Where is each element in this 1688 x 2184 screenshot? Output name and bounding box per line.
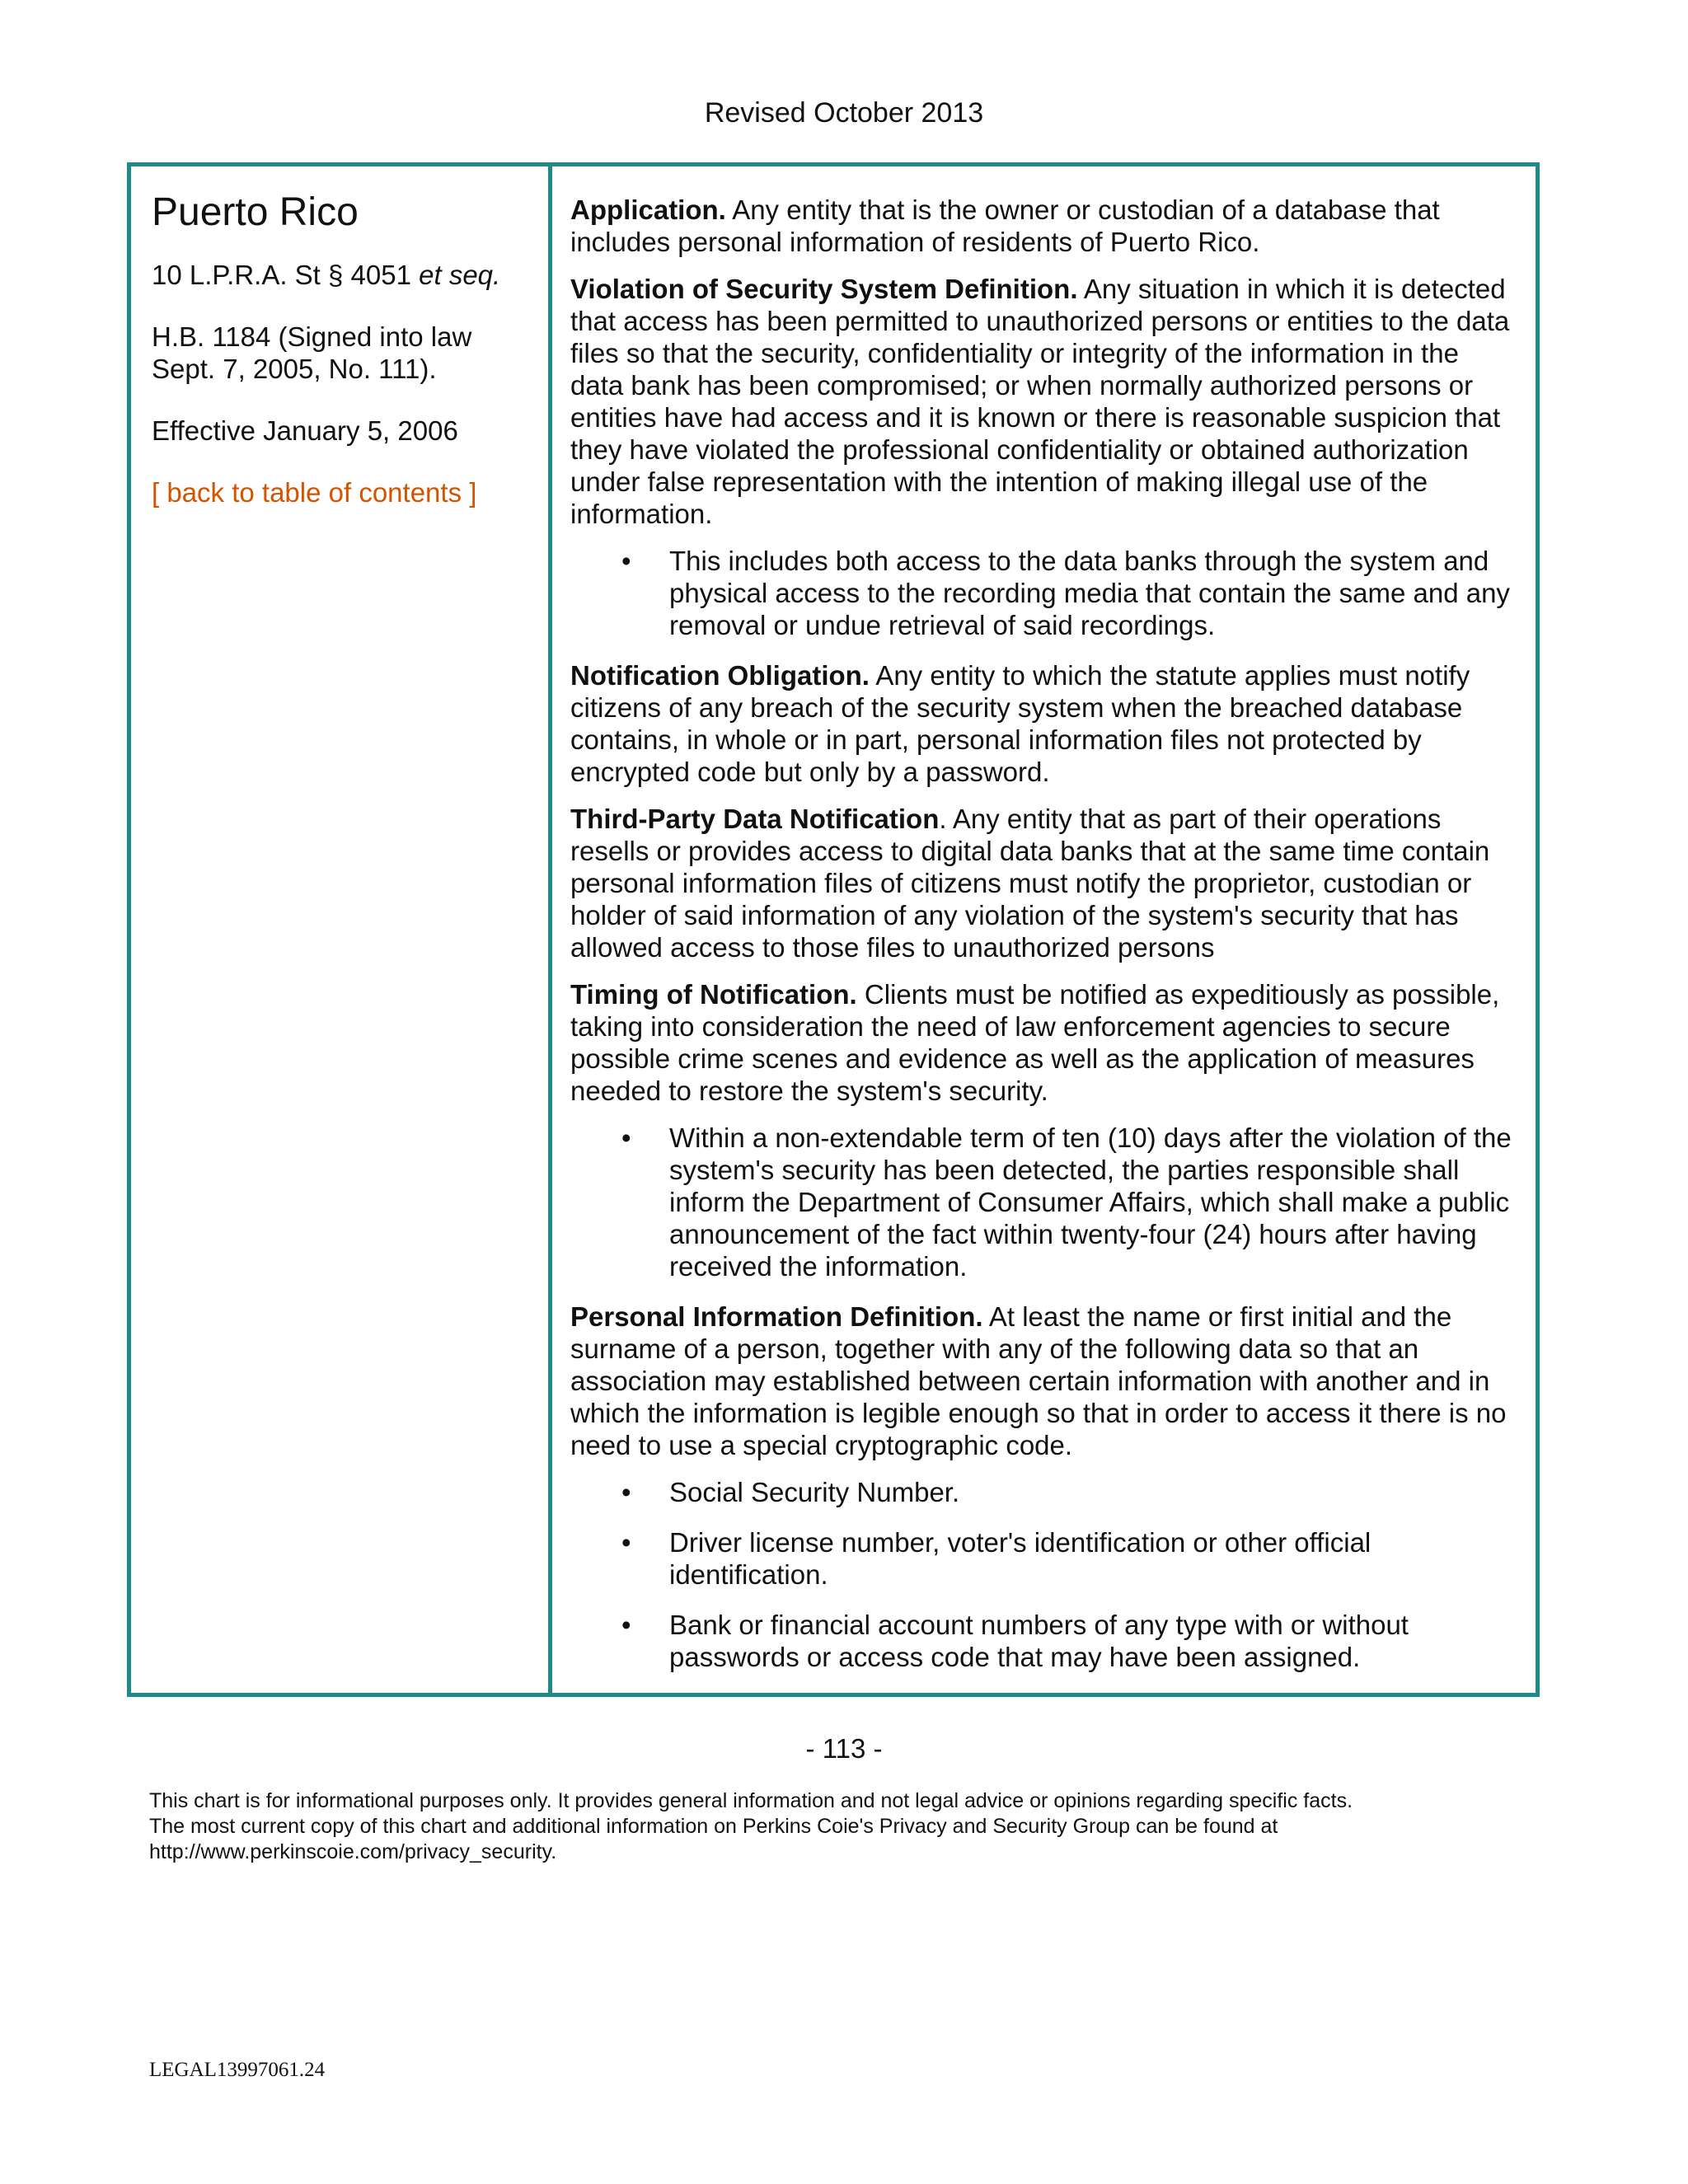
- bullet-icon: •: [621, 1527, 631, 1558]
- violation-definition-section: Violation of Security System Definition. Any situation in which it is detected that access has been permitted to unauthorized persons or entities to the data files so that the security, confidentiality or integrity of the information in the data bank has been compromised; or when normally authorized persons or entities have had access and it is known or there is reasonable suspicion that they have violated the professional confidentiality or obtained authorization under false representation with the intention of making illegal use of the information.: [570, 274, 1510, 529]
- effective-date: Effective January 5, 2006: [152, 415, 458, 446]
- statute-citation: 10 L.P.R.A. St § 4051 et seq.: [152, 260, 501, 290]
- document-id: LEGAL13997061.24: [149, 2059, 326, 2081]
- violation-bullets: [570, 545, 1519, 641]
- application-section: Application. Any entity that is the owner or custodian of a database that includes personal information of residents of Puerto Rico.: [570, 194, 1440, 257]
- provisions-column: [552, 166, 1536, 1693]
- page-header: [0, 96, 1688, 129]
- personal-info-bullets: [570, 1476, 1519, 1673]
- timing-section: Timing of Notification. Clients must be notified as expeditiously as possible, taking into consideration the need of law enforcement agencies to secure possible crime scenes and evidence as well as the application of measures needed to restore the system's security.: [570, 979, 1500, 1106]
- page-number: - 113 -: [805, 1733, 883, 1764]
- bullet-icon: •: [621, 546, 631, 576]
- list-item: • This includes both access to the data banks through the system and physical access to the recording media that contain the same and any removal or undue retrieval of said recordings.: [621, 546, 1510, 640]
- personal-info-definition-section: Personal Information Definition. At least the name or first initial and the surname of a person, together with any of the following data so that an association may established between certain information with another and in which the information is legible enough so that in order to access it there is no need to use a special cryptographic code.: [570, 1301, 1507, 1460]
- list-item: • Driver license number, voter's identification or other official identification.: [621, 1527, 1372, 1590]
- bullet-icon: •: [621, 1122, 631, 1153]
- state-title: Puerto Rico: [152, 190, 359, 234]
- list-item: • Within a non-extendable term of ten (10) days after the violation of the system's security has been detected, the parties responsible shall inform the Department of Consumer Affairs, which shall make a public announcement of the fact within twenty-four (24) hours after having received the information.: [621, 1122, 1512, 1282]
- third-party-notification-section: Third-Party Data Notification. Any entity that as part of their operations resells or provides access to digital data banks that at the same time contain personal information files of citizens must notify the proprietor, custodian or holder of said information of any violation of the system's security that has allowed access to those files to unauthorized persons: [570, 804, 1490, 963]
- bill-reference: H.B. 1184 (Signed into law Sept. 7, 2005, No. 111).: [152, 321, 472, 384]
- state-info-column: [131, 166, 552, 1693]
- list-item: • Bank or financial account numbers of any type with or without passwords or access code that may have been assigned.: [621, 1610, 1409, 1672]
- back-to-toc-link[interactable]: [ back to table of contents ]: [152, 477, 477, 508]
- bullet-icon: •: [621, 1610, 631, 1640]
- revision-date: Revised October 2013: [704, 97, 984, 129]
- list-item: • Social Security Number.: [621, 1477, 960, 1507]
- bullet-icon: •: [621, 1477, 631, 1507]
- state-law-table: [127, 162, 1540, 1697]
- disclaimer: This chart is for informational purposes only. It provides general information and not legal advice or opinions regarding specific facts. The most current copy of this chart and additional information on Perkins Coie's Privacy and Security Group can be found at http://www.perkinscoie.com/privacy_security.: [149, 1789, 1353, 1863]
- timing-bullets: [570, 1122, 1519, 1282]
- notification-obligation-section: Notification Obligation. Any entity to which the statute applies must notify citizens of any breach of the security system when the breached database contains, in whole or in part, personal information files not protected by encrypted code but only by a password.: [570, 660, 1470, 787]
